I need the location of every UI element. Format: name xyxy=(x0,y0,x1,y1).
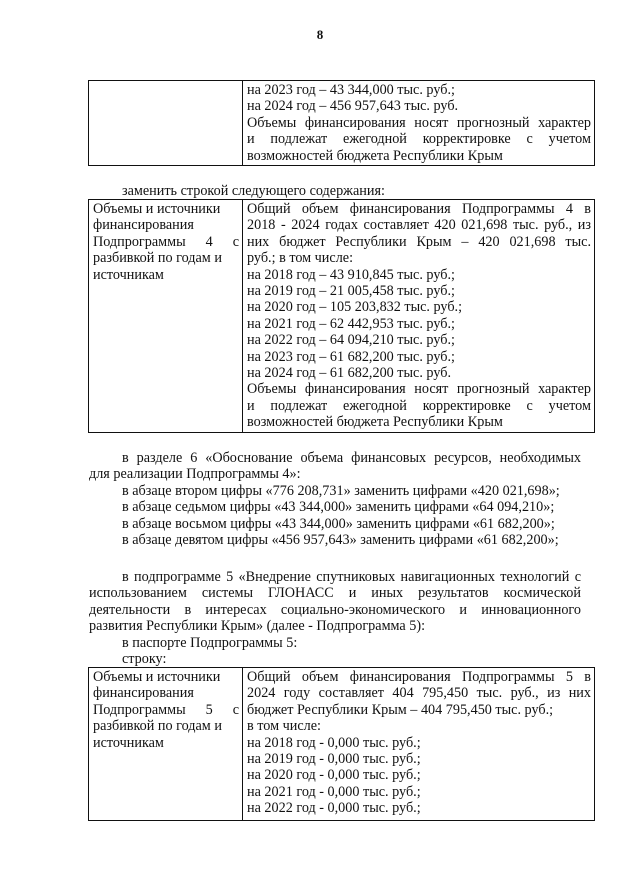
total-funding-line: 2018 - 2024 годах составляет 420 021,698 тыс. руб., из xyxy=(247,217,591,234)
year-line: на 2022 год – 64 094,210 тыс. руб.; xyxy=(247,332,455,349)
funding-sources-label-cell xyxy=(89,668,243,821)
paragraph-line: в подпрограмме 5 «Внедрение спутниковых навигационных технологий с xyxy=(122,569,581,585)
total-funding-line: них бюджет Республики Крым – 420 021,698 тыс. xyxy=(247,233,591,250)
year-line: на 2020 год – 105 203,832 тыс. руб.; xyxy=(247,299,463,316)
forecast-note-line: Объемы финансирования носят прогнозный характер xyxy=(247,381,591,398)
year-line: на 2022 год - 0,000 тыс. руб.; xyxy=(247,800,421,817)
funding-table-old-right-cell xyxy=(243,81,595,166)
label-line: Объемы и источники xyxy=(93,201,221,217)
replacement-item: в абзаце девятом цифры «456 957,643» заменить цифрами «61 682,200»; xyxy=(122,532,559,549)
total-funding-line: Общий объем финансирования Подпрограммы 5 в xyxy=(247,669,591,685)
replacement-item: в абзаце втором цифры «776 208,731» заменить цифрами «420 021,698»; xyxy=(122,482,560,499)
year-line: на 2018 год – 43 910,845 тыс. руб.; xyxy=(247,266,455,283)
label-line: разбивкой по годам и xyxy=(93,718,222,735)
paragraph-line: деятельности в интересах социально-экономического и инновационного xyxy=(89,601,581,618)
label-line: Подпрограммы 5 с xyxy=(93,701,239,718)
paragraph-line: для реализации Подпрограммы 4»: xyxy=(89,466,301,483)
total-funding-line: 2024 году составляет 404 795,450 тыс. руб., из них xyxy=(247,685,591,702)
label-line: финансирования xyxy=(93,685,194,702)
forecast-note-line: Объемы финансирования носят прогнозный характер xyxy=(247,114,591,131)
replace-instruction: заменить строкой следующего содержания: xyxy=(122,183,385,199)
forecast-note-line: и подлежат ежегодной корректировке с учетом xyxy=(247,131,591,148)
subprogram-5-paragraph xyxy=(89,569,581,667)
label-line: финансирования xyxy=(93,217,194,234)
year-line: на 2021 год – 62 442,953 тыс. руб.; xyxy=(247,315,455,332)
year-2024-line: на 2024 год – 456 957,643 тыс. руб. xyxy=(247,98,459,115)
label-line: источникам xyxy=(93,734,164,751)
replacement-item: в абзаце восьмом цифры «43 344,000» заменить цифрами «61 682,200»; xyxy=(122,515,555,532)
total-funding-line: бюджет Республики Крым – 404 795,450 тыс. руб.; xyxy=(247,701,554,718)
total-funding-line: в том числе: xyxy=(247,718,321,735)
replacement-item: в абзаце седьмом цифры «43 344,000» заменить цифрами «64 094,210»; xyxy=(122,499,555,516)
label-line: источникам xyxy=(93,266,164,283)
year-line: на 2023 год – 61 682,200 тыс. руб.; xyxy=(247,348,455,365)
passport-line: в паспорте Подпрограммы 5: xyxy=(122,634,298,651)
paragraph-line: развития Республики Крым» (далее - Подпрограмма 5): xyxy=(89,618,426,635)
funding-table-subprogram-5 xyxy=(88,667,595,821)
funding-amounts-cell xyxy=(243,200,595,433)
label-line: Подпрограммы 4 с xyxy=(93,233,239,250)
paragraph-line: в разделе 6 «Обоснование объема финансовых ресурсов, необходимых xyxy=(122,450,581,466)
total-funding-line: руб.; в том числе: xyxy=(247,250,354,267)
year-2023-line: на 2023 год – 43 344,000 тыс. руб.; xyxy=(247,82,455,98)
section-6-paragraph xyxy=(89,450,581,548)
funding-table-old-left-cell xyxy=(89,81,243,166)
funding-amounts-cell xyxy=(243,668,595,821)
funding-table-old xyxy=(88,80,595,166)
forecast-note-line: возможностей бюджета Республики Крым xyxy=(247,414,503,431)
year-line: на 2020 год - 0,000 тыс. руб.; xyxy=(247,767,421,784)
year-line: на 2019 год - 0,000 тыс. руб.; xyxy=(247,751,421,768)
forecast-note-line: возможностей бюджета Республики Крым xyxy=(247,147,503,164)
year-line: на 2019 год – 21 005,458 тыс. руб.; xyxy=(247,283,455,300)
forecast-note-line: и подлежат ежегодной корректировке с учетом xyxy=(247,397,591,414)
year-line: на 2024 год – 61 682,200 тыс. руб. xyxy=(247,365,452,382)
total-funding-line: Общий объем финансирования Подпрограммы 4 в xyxy=(247,201,591,217)
page-number: 8 xyxy=(316,27,324,42)
label-line: разбивкой по годам и xyxy=(93,250,222,267)
year-line: на 2018 год - 0,000 тыс. руб.; xyxy=(247,734,421,751)
label-line: Объемы и источники xyxy=(93,669,221,685)
paragraph-line: использованием системы ГЛОНАСС и иных результатов космической xyxy=(89,585,581,602)
year-line: на 2021 год - 0,000 тыс. руб.; xyxy=(247,783,421,800)
funding-table-subprogram-4 xyxy=(88,199,595,433)
funding-sources-label-cell xyxy=(89,200,243,433)
row-word: строку: xyxy=(122,651,167,668)
